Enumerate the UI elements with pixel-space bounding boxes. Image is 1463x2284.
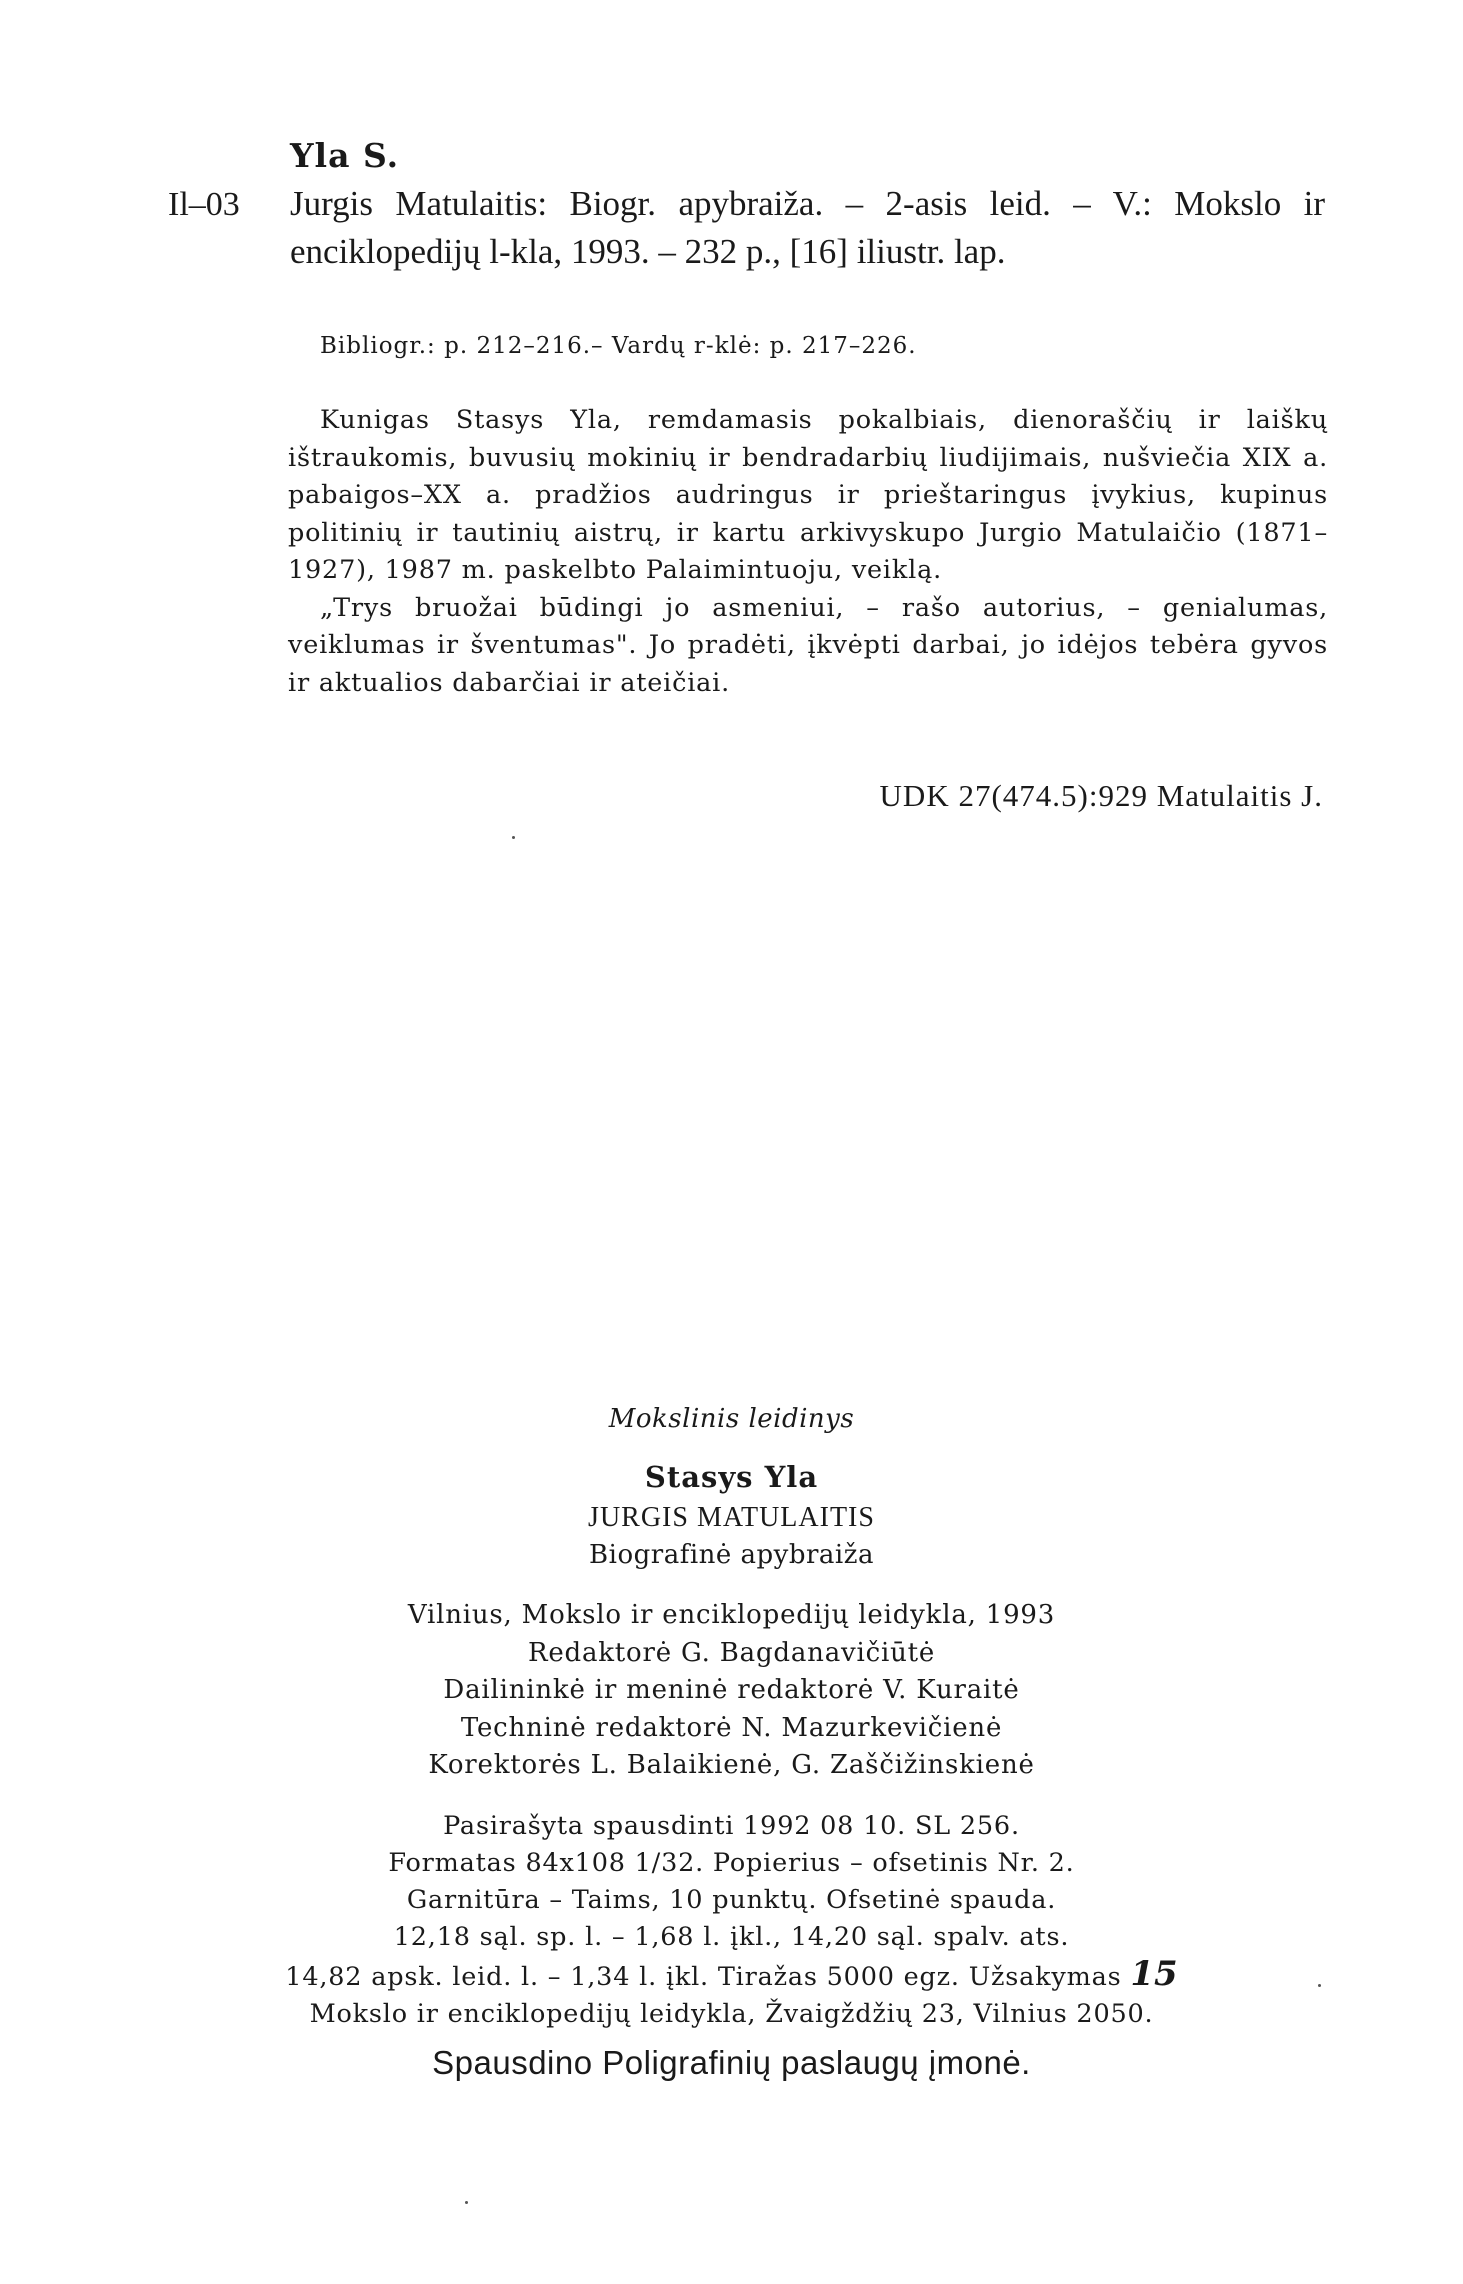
order-number: 15 bbox=[1130, 1954, 1178, 1994]
speck-mark bbox=[1318, 1984, 1321, 1987]
annotation-paragraph: Kunigas Stasys Yla, remdamasis pokalbiais, dienoraščių ir laiškų ištraukomis, buvusių mokinių ir bendradarbių liudijimais, nušviečia XIX a. pabaigos–XX a. pradžios audringus ir prieštaringus įvykius, kupinus politinių ir tautinių aistrų, ir kartu arkivyskupo Jurgio Matulaičio (1871–1927), 1987 m. paskelbto Palaimintuoju, veiklą. bbox=[288, 405, 1328, 585]
edition-text: 14,82 apsk. leid. l. – 1,34 l. įkl. Tiražas 5000 egz. Užsakymas bbox=[285, 1962, 1122, 1992]
editor-line: Redaktorė G. Bagdanavičiūtė bbox=[527, 1637, 936, 1668]
udk-classification: UDK 27(474.5):929 Matulaitis J. bbox=[879, 778, 1323, 813]
imprint-subtitle: Biografinė apybraiža bbox=[589, 1540, 874, 1570]
format-line: Formatas 84x108 1/32. Popierius – ofsetinis Nr. 2. bbox=[388, 1848, 1075, 1878]
imprint-author: Stasys Yla bbox=[644, 1460, 819, 1494]
proofreaders-line: Korektorės L. Balaikienė, G. Zaščižinskienė bbox=[428, 1750, 1035, 1780]
signed-line: Pasirašyta spausdinti 1992 08 10. SL 256. bbox=[443, 1811, 1020, 1841]
publisher-line: Vilnius, Mokslo ir enciklopedijų leidykla, 1993 bbox=[407, 1600, 1056, 1630]
sheets-line: 12,18 sąl. sp. l. – 1,68 l. įkl., 14,20 sąl. spalv. ats. bbox=[393, 1922, 1070, 1952]
annotation-paragraph: „Trys bruožai būdingi jo asmeniui, – rašo autorius, – genialumas, veiklumas ir šventumas". Jo pradėti, įkvėpti darbai, jo idėjos tebėra gyvos ir aktualios dabarčiai ir ateičiai. bbox=[288, 592, 1328, 698]
edition-line bbox=[0, 1956, 1463, 1996]
printer-line: Spausdino Poligrafinių paslaugų įmonė. bbox=[432, 2044, 1031, 2081]
artist-line: Dailininkė ir meninė redaktorė V. Kuraitė bbox=[443, 1675, 1020, 1705]
credits-block bbox=[0, 1597, 1463, 1785]
technical-block bbox=[0, 1808, 1463, 2033]
address-line: Mokslo ir enciklopedijų leidykla, Žvaigždžių 23, Vilnius 2050. bbox=[309, 1999, 1154, 2029]
bibliographic-description bbox=[290, 180, 1325, 276]
typeface-line: Garnitūra – Taims, 10 punktų. Ofsetinė spauda. bbox=[406, 1885, 1057, 1915]
speck-mark bbox=[512, 836, 515, 839]
card-author: Yla S. bbox=[290, 136, 400, 175]
speck-mark bbox=[465, 2201, 468, 2204]
annotation bbox=[288, 402, 1328, 702]
tech-editor-line: Techninė redaktorė N. Mazurkevičienė bbox=[460, 1712, 1003, 1743]
call-number: Il–03 bbox=[168, 186, 240, 223]
bibliography-notes: Bibliogr.: p. 212–216.– Vardų r-klė: p. 217–226. bbox=[320, 333, 917, 359]
imprint-title: JURGIS MATULAITIS bbox=[588, 1502, 875, 1533]
series-label: Mokslinis leidinys bbox=[608, 1404, 855, 1434]
bibliographic-text: Jurgis Matulaitis: Biogr. apybraiža. – 2-asis leid. – V.: Mokslo ir enciklopedijų l-kla, 1993. – 232 p., [16] iliustr. lap. bbox=[290, 184, 1325, 271]
